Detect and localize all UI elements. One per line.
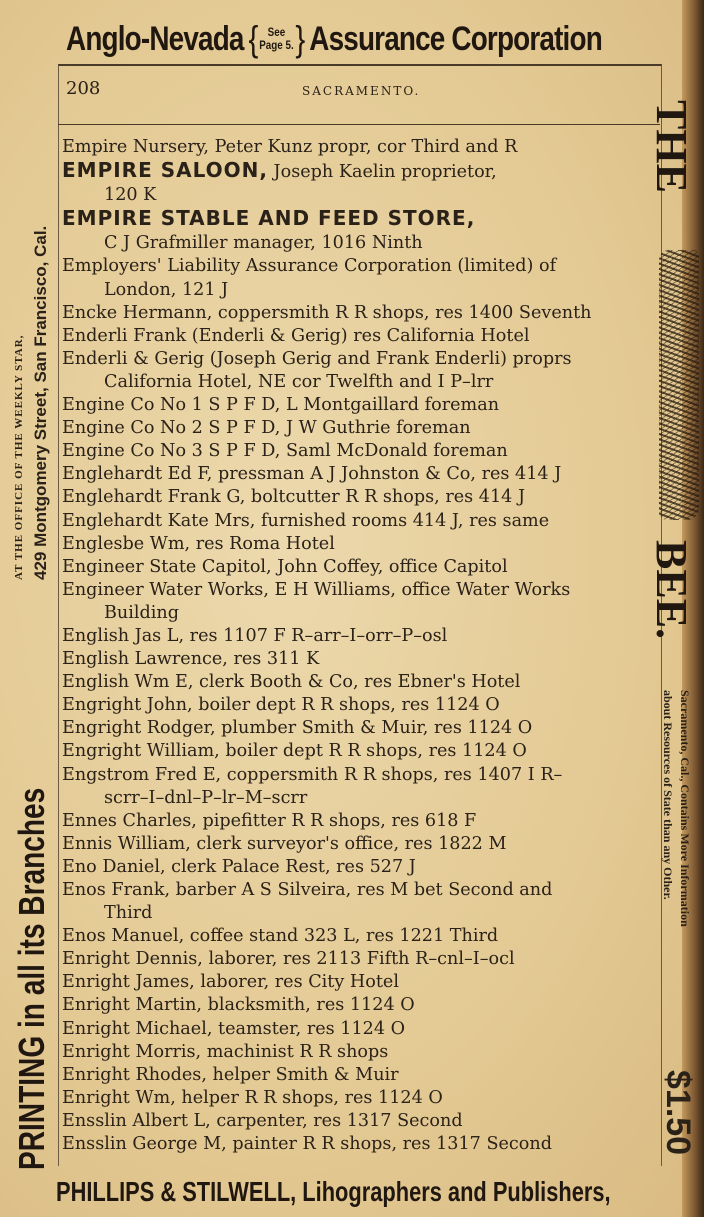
- directory-entry: [62, 971, 658, 994]
- directory-entry: [62, 325, 658, 348]
- header-rule: [58, 124, 660, 125]
- running-head: SACRAMENTO.: [302, 84, 421, 98]
- right-advert-the: THE: [647, 100, 696, 193]
- entry-line1: Ensslin George M, painter R R shops, res 1317 Second: [62, 1134, 552, 1155]
- directory-entry: [62, 1110, 658, 1133]
- entry-line1: Engright William, boiler dept R R shops, res 1124 O: [62, 741, 527, 762]
- directory-entry: [62, 879, 658, 925]
- entry-line1: Engine Co No 3 S P F D, Saml McDonald foreman: [62, 441, 508, 462]
- directory-entry: [62, 463, 658, 486]
- directory-entry: [62, 1133, 658, 1156]
- right-advert-bee: BEE.: [647, 540, 696, 640]
- directory-entry: [62, 671, 658, 694]
- entry-line1: Ennis William, clerk surveyor's office, res 1822 M: [62, 833, 507, 854]
- directory-entry: [62, 417, 658, 440]
- directory-entry: [62, 648, 658, 671]
- entry-line1: Enos Manuel, coffee stand 323 L, res 1221 Third: [62, 926, 499, 947]
- entry-line1: English Lawrence, res 311 K: [62, 649, 320, 670]
- entry-line1: Engstrom Fred E, coppersmith R R shops, res 1407 I R–: [62, 764, 563, 785]
- entry-line2: Building: [104, 602, 179, 623]
- header-right: Assurance Corporation: [309, 19, 602, 58]
- entry-line1: Engineer Water Works, E H Williams, office Water Works: [62, 579, 571, 600]
- entry-line2: 120 K: [104, 185, 157, 206]
- entry-line1: Encke Hermann, coppersmith R R shops, res 1400 Seventh: [62, 302, 592, 323]
- see-line1: See: [267, 25, 286, 39]
- entry-line1: Joseph Kaelin proprietor,: [267, 162, 497, 183]
- directory-entry: [62, 948, 658, 971]
- entry-line1: English Wm E, clerk Booth & Co, res Ebner's Hotel: [62, 672, 521, 693]
- entry-line2: C J Grafmiller manager, 1016 Ninth: [104, 233, 423, 254]
- directory-entry: [62, 440, 658, 463]
- directory-entry: [62, 1087, 658, 1110]
- directory-entry: [62, 579, 658, 625]
- top-advert-header: [66, 14, 602, 64]
- directory-entry: [62, 556, 658, 579]
- left-advert-big: PRINTING in all its Branches: [11, 787, 52, 1170]
- directory-entry: [62, 764, 658, 810]
- entry-line1: Engineer State Capitol, John Coffey, office Capitol: [62, 556, 508, 577]
- entry-line1: Enright Rhodes, helper Smith & Muir: [62, 1064, 399, 1085]
- entry-line2: California Hotel, NE cor Twelfth and I P–lrr: [104, 371, 494, 392]
- entry-line1: Enright Dennis, laborer, res 2113 Fifth R–cnl–I–ocl: [62, 949, 515, 970]
- entry-line1: Enos Frank, barber A S Silveira, res M bet Second and: [62, 880, 553, 900]
- page-number: 208: [66, 78, 101, 99]
- right-margin-advert: [647, 100, 697, 1170]
- directory-entry: [62, 348, 658, 394]
- entry-line1: Enright Martin, blacksmith, res 1124 O: [62, 995, 415, 1016]
- left-brace-icon: {: [248, 18, 258, 59]
- entry-line1: Engine Co No 1 S P F D, L Montgaillard foreman: [62, 395, 500, 416]
- header-left: Anglo-Nevada: [66, 19, 244, 58]
- directory-entry: [62, 136, 658, 159]
- entry-line1: Enderli Frank (Enderli & Gerig) res California Hotel: [62, 325, 530, 346]
- directory-entry: [62, 207, 658, 255]
- directory-entry: [62, 925, 658, 948]
- entry-line1: Empire Nursery, Peter Kunz propr, cor Third and R: [62, 137, 518, 157]
- directory-entry: [62, 740, 658, 763]
- directory-entry: [62, 510, 658, 533]
- right-advert-price: $1.50: [659, 1070, 697, 1156]
- directory-entries: [62, 136, 658, 1156]
- directory-entry: [62, 717, 658, 740]
- entry-line1: Eno Daniel, clerk Palace Rest, res 527 J: [62, 856, 416, 877]
- directory-entry: [62, 833, 658, 856]
- left-margin-advert: [5, 100, 61, 1170]
- directory-entry: [62, 159, 658, 207]
- entry-line1: Enright Wm, helper R R shops, res 1124 O: [62, 1087, 443, 1108]
- right-advert-line1: Sacramento, Cal., Contains More Information: [678, 690, 692, 927]
- entry-line1: Englehardt Ed F, pressman A J Johnston & Co, res 414 J: [62, 464, 562, 485]
- directory-entry: [62, 810, 658, 833]
- entry-line1: Engright Rodger, plumber Smith & Muir, res 1124 O: [62, 718, 533, 739]
- directory-entry: [62, 486, 658, 509]
- entry-line1: Enright Morris, machinist R R shops: [62, 1041, 389, 1062]
- directory-entry: [62, 994, 658, 1017]
- entry-line1: Ensslin Albert L, carpenter, res 1317 Second: [62, 1110, 463, 1131]
- entry-line2: London, 121 J: [104, 279, 229, 300]
- left-advert-line1: AT THE OFFICE OF THE WEEKLY STAR,: [13, 334, 25, 580]
- entry-line1: Englehardt Kate Mrs, furnished rooms 414 J, res same: [62, 510, 550, 531]
- directory-entry: [62, 533, 658, 556]
- entry-line2: Third: [104, 903, 153, 924]
- footer-advert: PHILLIPS & STILWELL, Lihographers and Publishers,: [56, 1176, 611, 1207]
- directory-entry: [62, 1064, 658, 1087]
- entry-line1: Ennes Charles, pipefitter R R shops, res 618 F: [62, 810, 477, 831]
- left-advert-line2: 429 Montgomery Street, San Francisco, Cal.: [31, 225, 50, 580]
- entry-bold-name: EMPIRE STABLE AND FEED STORE,: [62, 206, 476, 231]
- entry-line1: Enderli & Gerig (Joseph Gerig and Frank Enderli) proprs: [62, 348, 572, 369]
- entry-line1: Enright James, laborer, res City Hotel: [62, 972, 399, 993]
- entry-line1: Engright John, boiler dept R R shops, res 1124 O: [62, 695, 500, 716]
- directory-entry: [62, 625, 658, 648]
- entry-line1: Englesbe Wm, res Roma Hotel: [62, 533, 335, 554]
- see-line2: Page 5.: [259, 38, 294, 52]
- right-brace-icon: }: [295, 18, 305, 59]
- entry-line1: Englehardt Frank G, boltcutter R R shops, res 414 J: [62, 487, 526, 508]
- see-page-note: [249, 18, 305, 60]
- entry-line2: scrr–I–dnl–P–lr–M–scrr: [104, 787, 308, 808]
- directory-entry: [62, 255, 658, 301]
- directory-entry: [62, 1041, 658, 1064]
- entry-line1: Engine Co No 2 S P F D, J W Guthrie foreman: [62, 418, 471, 439]
- directory-entry: [62, 694, 658, 717]
- entry-bold-name: EMPIRE SALOON,: [62, 158, 268, 183]
- right-advert-line2: about Resources of State than any Other.: [661, 690, 675, 900]
- entry-line1: Employers' Liability Assurance Corporation (limited) of: [62, 256, 557, 277]
- directory-entry: [62, 856, 658, 879]
- directory-entry: [62, 1018, 658, 1041]
- directory-entry: [62, 302, 658, 325]
- directory-entry: [62, 394, 658, 417]
- entry-line1: Enright Michael, teamster, res 1124 O: [62, 1018, 406, 1039]
- entry-line1: English Jas L, res 1107 F R–arr–I–orr–P–osl: [62, 625, 448, 646]
